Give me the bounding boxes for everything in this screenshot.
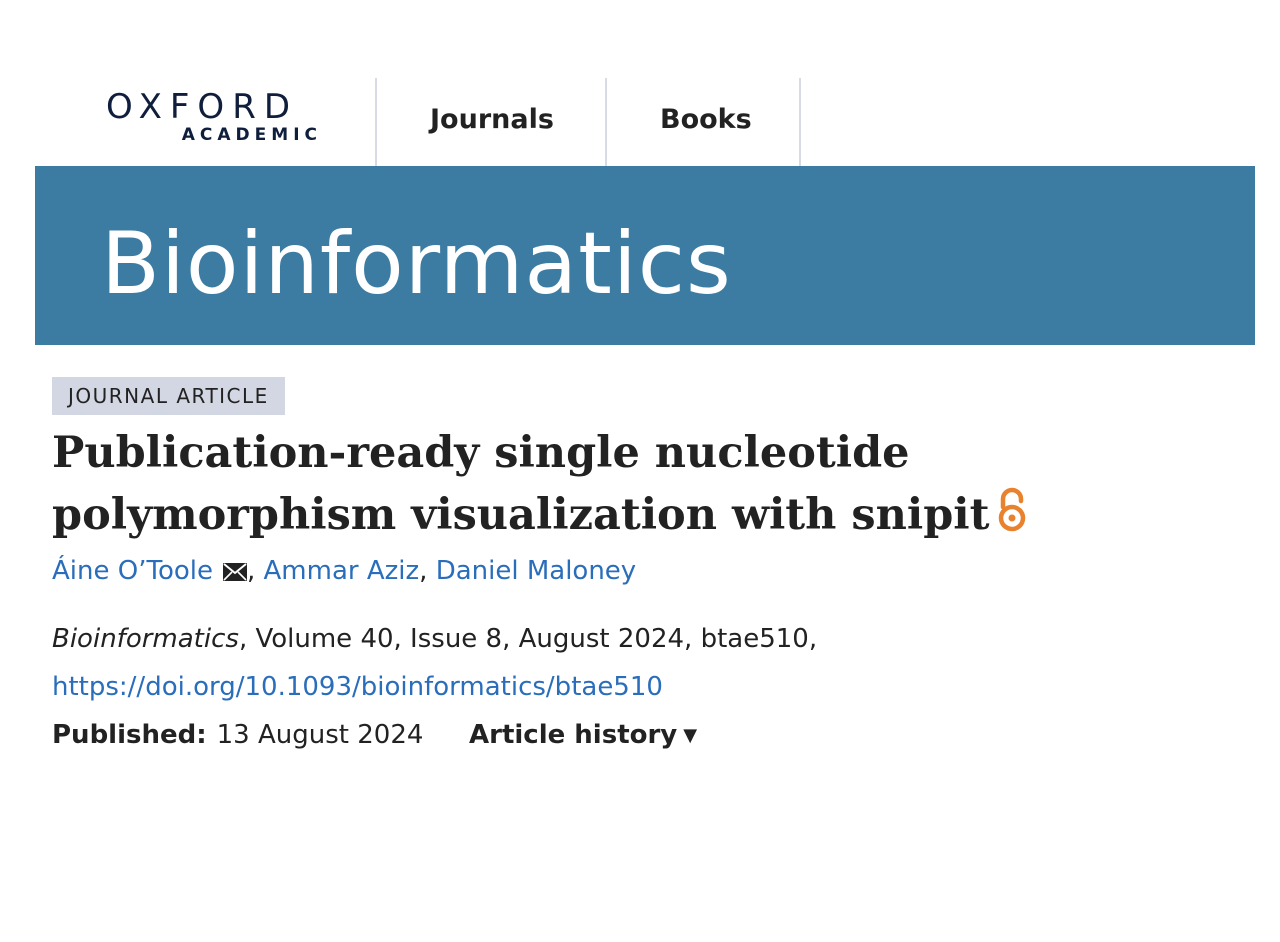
email-icon[interactable] — [223, 554, 247, 592]
journal-banner — [35, 166, 1255, 345]
doi-link[interactable]: https://doi.org/10.1093/bioinformatics/btae510 — [52, 672, 663, 702]
open-access-icon — [997, 487, 1027, 550]
article-title-text: Publication-ready single nucleotide polymorphism visualization with snipit — [52, 428, 990, 540]
nav-books-link[interactable]: Books — [660, 104, 752, 135]
nav-divider — [799, 78, 801, 166]
published-date: 13 August 2024 — [216, 720, 424, 750]
nav-divider — [605, 78, 607, 166]
citation — [52, 620, 817, 658]
oxford-academic-logo[interactable] — [106, 87, 326, 145]
article-history-toggle[interactable] — [469, 716, 697, 755]
author-link[interactable]: Áine O’Toole — [52, 556, 213, 586]
article-history-label: Article history — [469, 720, 678, 750]
author-list — [52, 552, 636, 592]
caret-down-icon: ▼ — [683, 725, 698, 746]
journal-title[interactable]: Bioinformatics — [101, 214, 732, 314]
published-label: Published: — [52, 720, 207, 750]
logo-main-text: OXFORD — [106, 87, 299, 127]
logo-sub-text: ACADEMIC — [181, 125, 322, 145]
article-title — [52, 422, 1252, 550]
author-link[interactable]: Ammar Aziz — [263, 556, 420, 586]
article-type-badge: JOURNAL ARTICLE — [52, 377, 285, 415]
nav-divider — [375, 78, 377, 166]
author-separator: , — [246, 556, 256, 586]
author-link[interactable]: Daniel Maloney — [435, 556, 637, 586]
author-separator: , — [419, 556, 428, 586]
top-navigation — [0, 78, 1280, 166]
publication-info — [52, 716, 952, 756]
nav-journals-link[interactable]: Journals — [430, 104, 554, 135]
citation-journal: Bioinformatics — [52, 624, 239, 654]
citation-details: , Volume 40, Issue 8, August 2024, btae510, — [238, 624, 818, 654]
